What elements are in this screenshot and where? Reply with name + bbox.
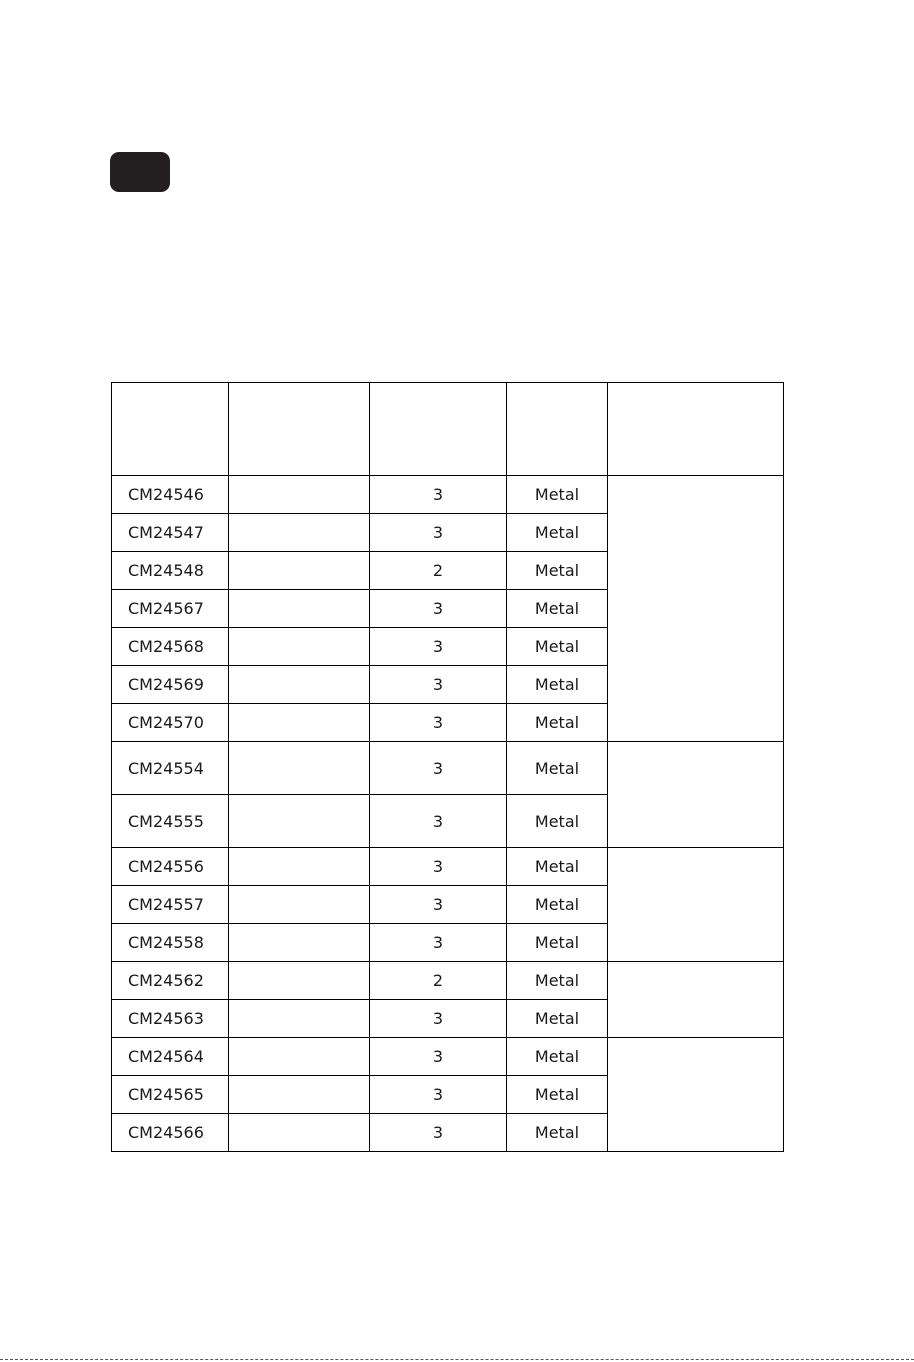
material-cell: Metal (507, 628, 608, 666)
quantity-cell: 3 (370, 1114, 507, 1152)
header-cell-code (112, 383, 229, 476)
quantity-cell: 3 (370, 1038, 507, 1076)
quantity-cell: 3 (370, 628, 507, 666)
material-cell: Metal (507, 795, 608, 848)
quantity-cell: 3 (370, 742, 507, 795)
material-cell: Metal (507, 1076, 608, 1114)
group-cell (608, 848, 784, 962)
product-code-cell: CM24563 (112, 1000, 229, 1038)
page-number-badge (110, 152, 170, 192)
product-code-cell: CM24558 (112, 924, 229, 962)
table-header-row (112, 383, 784, 476)
quantity-cell: 3 (370, 886, 507, 924)
description-cell (229, 848, 370, 886)
quantity-cell: 3 (370, 795, 507, 848)
quantity-cell: 3 (370, 1000, 507, 1038)
material-cell: Metal (507, 1038, 608, 1076)
material-cell: Metal (507, 514, 608, 552)
product-code-cell: CM24569 (112, 666, 229, 704)
header-cell-group (608, 383, 784, 476)
header-cell-quantity (370, 383, 507, 476)
description-cell (229, 628, 370, 666)
material-cell: Metal (507, 666, 608, 704)
description-cell (229, 795, 370, 848)
product-code-cell: CM24568 (112, 628, 229, 666)
quantity-cell: 3 (370, 704, 507, 742)
product-code-cell: CM24566 (112, 1114, 229, 1152)
description-cell (229, 886, 370, 924)
description-cell (229, 590, 370, 628)
material-cell: Metal (507, 476, 608, 514)
material-cell: Metal (507, 962, 608, 1000)
description-cell (229, 1076, 370, 1114)
quantity-cell: 2 (370, 962, 507, 1000)
product-code-cell: CM24556 (112, 848, 229, 886)
quantity-cell: 2 (370, 552, 507, 590)
quantity-cell: 3 (370, 666, 507, 704)
material-cell: Metal (507, 848, 608, 886)
description-cell (229, 1000, 370, 1038)
product-code-cell: CM24557 (112, 886, 229, 924)
description-cell (229, 666, 370, 704)
table-row (112, 848, 784, 886)
header-cell-description (229, 383, 370, 476)
description-cell (229, 924, 370, 962)
product-table (111, 382, 784, 1152)
product-code-cell: CM24547 (112, 514, 229, 552)
description-cell (229, 514, 370, 552)
material-cell: Metal (507, 742, 608, 795)
product-code-cell: CM24567 (112, 590, 229, 628)
group-cell (608, 1038, 784, 1152)
description-cell (229, 476, 370, 514)
table-row (112, 1038, 784, 1076)
material-cell: Metal (507, 886, 608, 924)
material-cell: Metal (507, 552, 608, 590)
table-body (112, 476, 784, 1152)
product-code-cell: CM24554 (112, 742, 229, 795)
quantity-cell: 3 (370, 848, 507, 886)
product-code-cell: CM24555 (112, 795, 229, 848)
description-cell (229, 552, 370, 590)
quantity-cell: 3 (370, 514, 507, 552)
table-row (112, 962, 784, 1000)
group-cell (608, 476, 784, 742)
material-cell: Metal (507, 704, 608, 742)
description-cell (229, 704, 370, 742)
material-cell: Metal (507, 1000, 608, 1038)
material-cell: Metal (507, 924, 608, 962)
description-cell (229, 962, 370, 1000)
product-code-cell: CM24546 (112, 476, 229, 514)
quantity-cell: 3 (370, 590, 507, 628)
material-cell: Metal (507, 590, 608, 628)
material-cell: Metal (507, 1114, 608, 1152)
description-cell (229, 742, 370, 795)
product-code-cell: CM24562 (112, 962, 229, 1000)
page-bottom-rule (0, 1359, 914, 1360)
quantity-cell: 3 (370, 476, 507, 514)
group-cell (608, 962, 784, 1038)
product-code-cell: CM24548 (112, 552, 229, 590)
quantity-cell: 3 (370, 1076, 507, 1114)
header-cell-material (507, 383, 608, 476)
table-row (112, 476, 784, 514)
product-code-cell: CM24564 (112, 1038, 229, 1076)
quantity-cell: 3 (370, 924, 507, 962)
product-code-cell: CM24565 (112, 1076, 229, 1114)
description-cell (229, 1038, 370, 1076)
group-cell (608, 742, 784, 848)
description-cell (229, 1114, 370, 1152)
product-code-cell: CM24570 (112, 704, 229, 742)
table-row (112, 742, 784, 795)
